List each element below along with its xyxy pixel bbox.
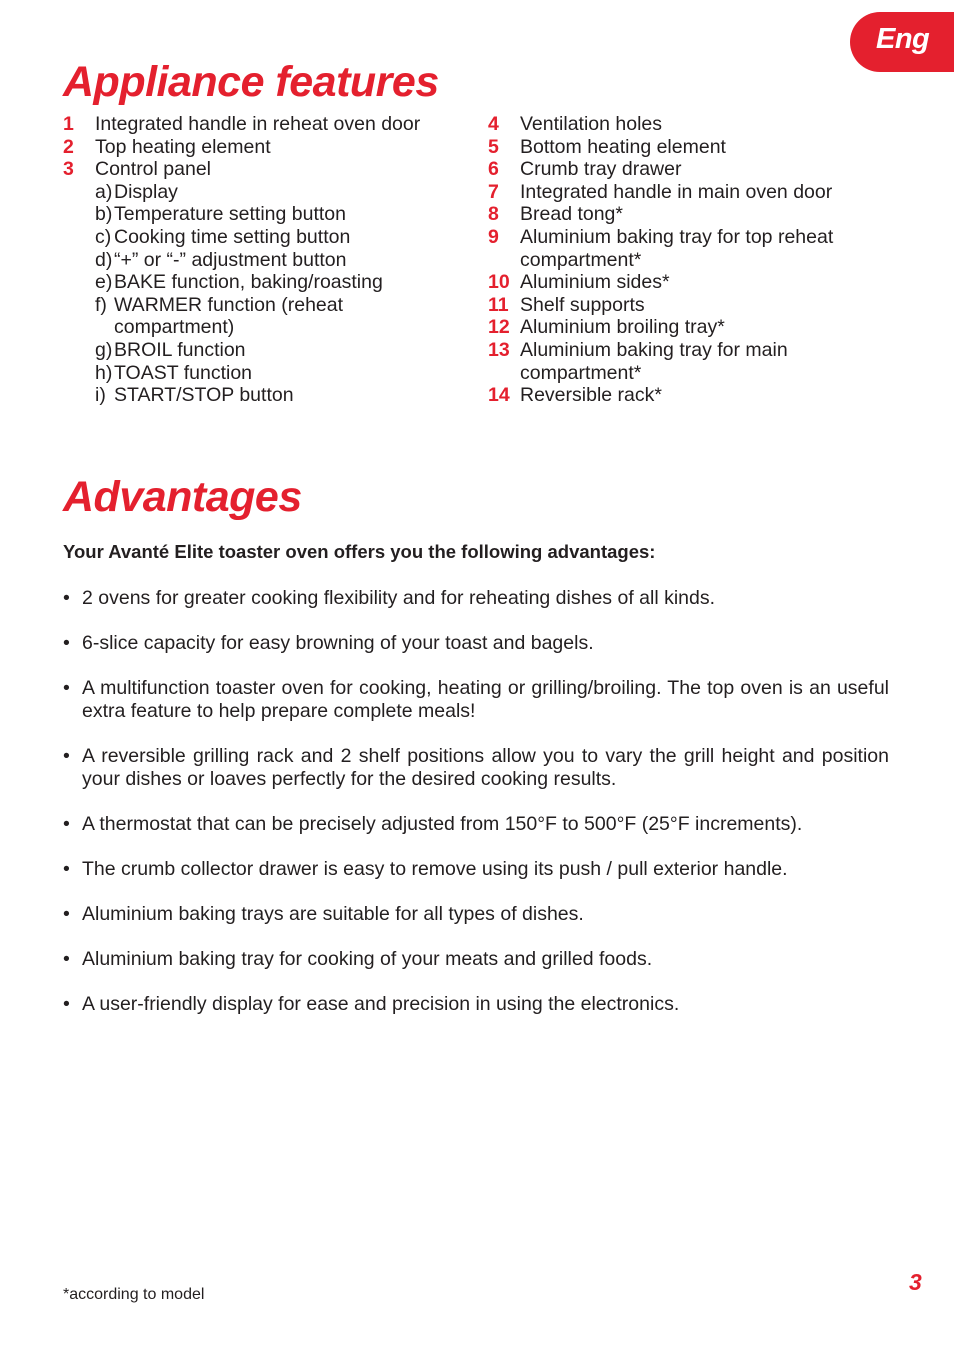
- advantages-list: [63, 587, 889, 1038]
- feature-text: Aluminium broiling tray*: [520, 316, 725, 339]
- subitem-letter: d): [95, 248, 113, 271]
- advantage-text: A user-friendly display for ease and precision in using the electronics.: [82, 993, 680, 1015]
- feature-number: 9: [488, 225, 499, 248]
- feature-subitem: [95, 181, 463, 204]
- advantages-intro: Your Avanté Elite toaster oven offers you the following advantages:: [63, 541, 656, 562]
- feature-subitem: [95, 362, 463, 385]
- feature-text: Top heating element: [95, 135, 271, 158]
- bullet-icon: •: [63, 993, 70, 1015]
- feature-subitem: [95, 384, 463, 407]
- footnote: *according to model: [63, 1286, 205, 1303]
- advantage-text: A reversible grilling rack and 2 shelf positions allow you to vary the grill height and position your dishes or loaves perfectly for the desired cooking results.: [82, 745, 889, 790]
- subitem-text: “+” or “-” adjustment button: [114, 248, 347, 271]
- advantage-item: [63, 813, 889, 836]
- feature-subitem: [95, 249, 463, 272]
- advantage-text: The crumb collector drawer is easy to remove using its push / pull exterior handle.: [82, 858, 788, 880]
- feature-number: 8: [488, 203, 499, 226]
- feature-item: [488, 294, 888, 317]
- appliance-features-heading: Appliance features: [63, 58, 439, 106]
- advantage-text: Aluminium baking tray for cooking of your meats and grilled foods.: [82, 948, 653, 970]
- subitem-letter: g): [95, 338, 113, 361]
- feature-number: 13: [488, 338, 510, 361]
- feature-number: 11: [488, 293, 509, 316]
- subitem-text: Display: [114, 180, 178, 203]
- advantage-item: [63, 858, 889, 881]
- bullet-icon: •: [63, 745, 70, 767]
- feature-text: Reversible rack*: [520, 384, 662, 407]
- feature-subitem: [95, 294, 463, 339]
- feature-item: [63, 158, 463, 181]
- advantage-text: Aluminium baking trays are suitable for all types of dishes.: [82, 903, 584, 925]
- feature-number: 3: [63, 158, 74, 181]
- feature-item: [488, 181, 888, 204]
- feature-subitem: [95, 271, 463, 294]
- subitem-text: Temperature setting button: [114, 203, 346, 226]
- feature-item: [488, 226, 888, 271]
- subitem-letter: a): [95, 180, 113, 203]
- advantage-item: [63, 745, 889, 791]
- feature-item: [488, 158, 888, 181]
- feature-number: 10: [488, 271, 510, 294]
- feature-text: Integrated handle in reheat oven door: [95, 113, 421, 135]
- feature-text: Aluminium sides*: [520, 271, 670, 294]
- advantage-item: [63, 677, 889, 723]
- feature-text: Shelf supports: [520, 293, 645, 316]
- subitem-letter: h): [95, 361, 113, 384]
- advantage-text: A multifunction toaster oven for cooking, heating or grilling/broiling. The top oven is an useful extra feature to help prepare complete meals!: [82, 677, 889, 722]
- subitem-letter: c): [95, 225, 112, 248]
- feature-item: [63, 113, 463, 136]
- subitem-text: BAKE function, baking/roasting: [114, 271, 383, 294]
- feature-number: 7: [488, 180, 499, 203]
- feature-item: [488, 316, 888, 339]
- features-list-right: [488, 113, 888, 407]
- bullet-icon: •: [63, 858, 70, 880]
- advantages-heading: Advantages: [63, 473, 302, 521]
- feature-subitem: [95, 226, 463, 249]
- feature-item: [488, 339, 888, 384]
- feature-subitem: [95, 339, 463, 362]
- page-number: 3: [909, 1269, 922, 1295]
- feature-text: Aluminium baking tray for main compartment*: [520, 338, 788, 384]
- bullet-icon: •: [63, 632, 70, 654]
- feature-item: [488, 271, 888, 294]
- feature-text: Integrated handle in main oven door: [520, 180, 833, 203]
- subitem-letter: f): [95, 293, 107, 316]
- subitem-text: TOAST function: [114, 361, 253, 384]
- bullet-icon: •: [63, 903, 70, 925]
- subitem-letter: i): [95, 384, 106, 407]
- feature-number: 6: [488, 158, 499, 181]
- feature-text: Aluminium baking tray for top reheat compartment*: [520, 225, 834, 271]
- advantage-item: [63, 587, 889, 610]
- feature-item: [63, 136, 463, 159]
- feature-number: 2: [63, 135, 74, 158]
- advantage-item: [63, 948, 889, 971]
- subitem-text: START/STOP button: [114, 384, 294, 407]
- advantage-text: A thermostat that can be precisely adjusted from 150°F to 500°F (25°F increments).: [82, 813, 803, 835]
- feature-number: 1: [63, 113, 74, 135]
- features-list-left: [63, 113, 463, 407]
- feature-subitem: [95, 203, 463, 226]
- subitem-text: Cooking time setting button: [114, 225, 351, 248]
- feature-text: Ventilation holes: [520, 113, 663, 135]
- feature-text: Control panel: [95, 158, 211, 181]
- advantage-text: 6-slice capacity for easy browning of your toast and bagels.: [82, 632, 594, 654]
- advantage-item: [63, 903, 889, 926]
- feature-text: Bottom heating element: [520, 135, 726, 158]
- feature-text: Crumb tray drawer: [520, 158, 682, 181]
- feature-number: 4: [488, 113, 499, 135]
- feature-item: [488, 113, 888, 136]
- feature-item: [488, 136, 888, 159]
- subitem-text: BROIL function: [114, 338, 246, 361]
- subitem-letter: e): [95, 271, 113, 294]
- advantage-item: [63, 993, 889, 1016]
- bullet-icon: •: [63, 677, 70, 699]
- bullet-icon: •: [63, 948, 70, 970]
- feature-number: 5: [488, 135, 499, 158]
- advantage-text: 2 ovens for greater cooking flexibility and for reheating dishes of all kinds.: [82, 587, 716, 609]
- advantage-item: [63, 632, 889, 655]
- bullet-icon: •: [63, 813, 70, 835]
- feature-number: 14: [488, 384, 510, 407]
- feature-number: 12: [488, 316, 510, 339]
- feature-item: [488, 384, 888, 407]
- language-tab-label: Eng: [876, 23, 930, 55]
- language-tab: [850, 12, 954, 72]
- subitem-text: WARMER function (reheat compartment): [114, 293, 344, 339]
- subitem-letter: b): [95, 203, 113, 226]
- bullet-icon: •: [63, 587, 70, 609]
- feature-text: Bread tong*: [520, 203, 623, 226]
- feature-item: [488, 203, 888, 226]
